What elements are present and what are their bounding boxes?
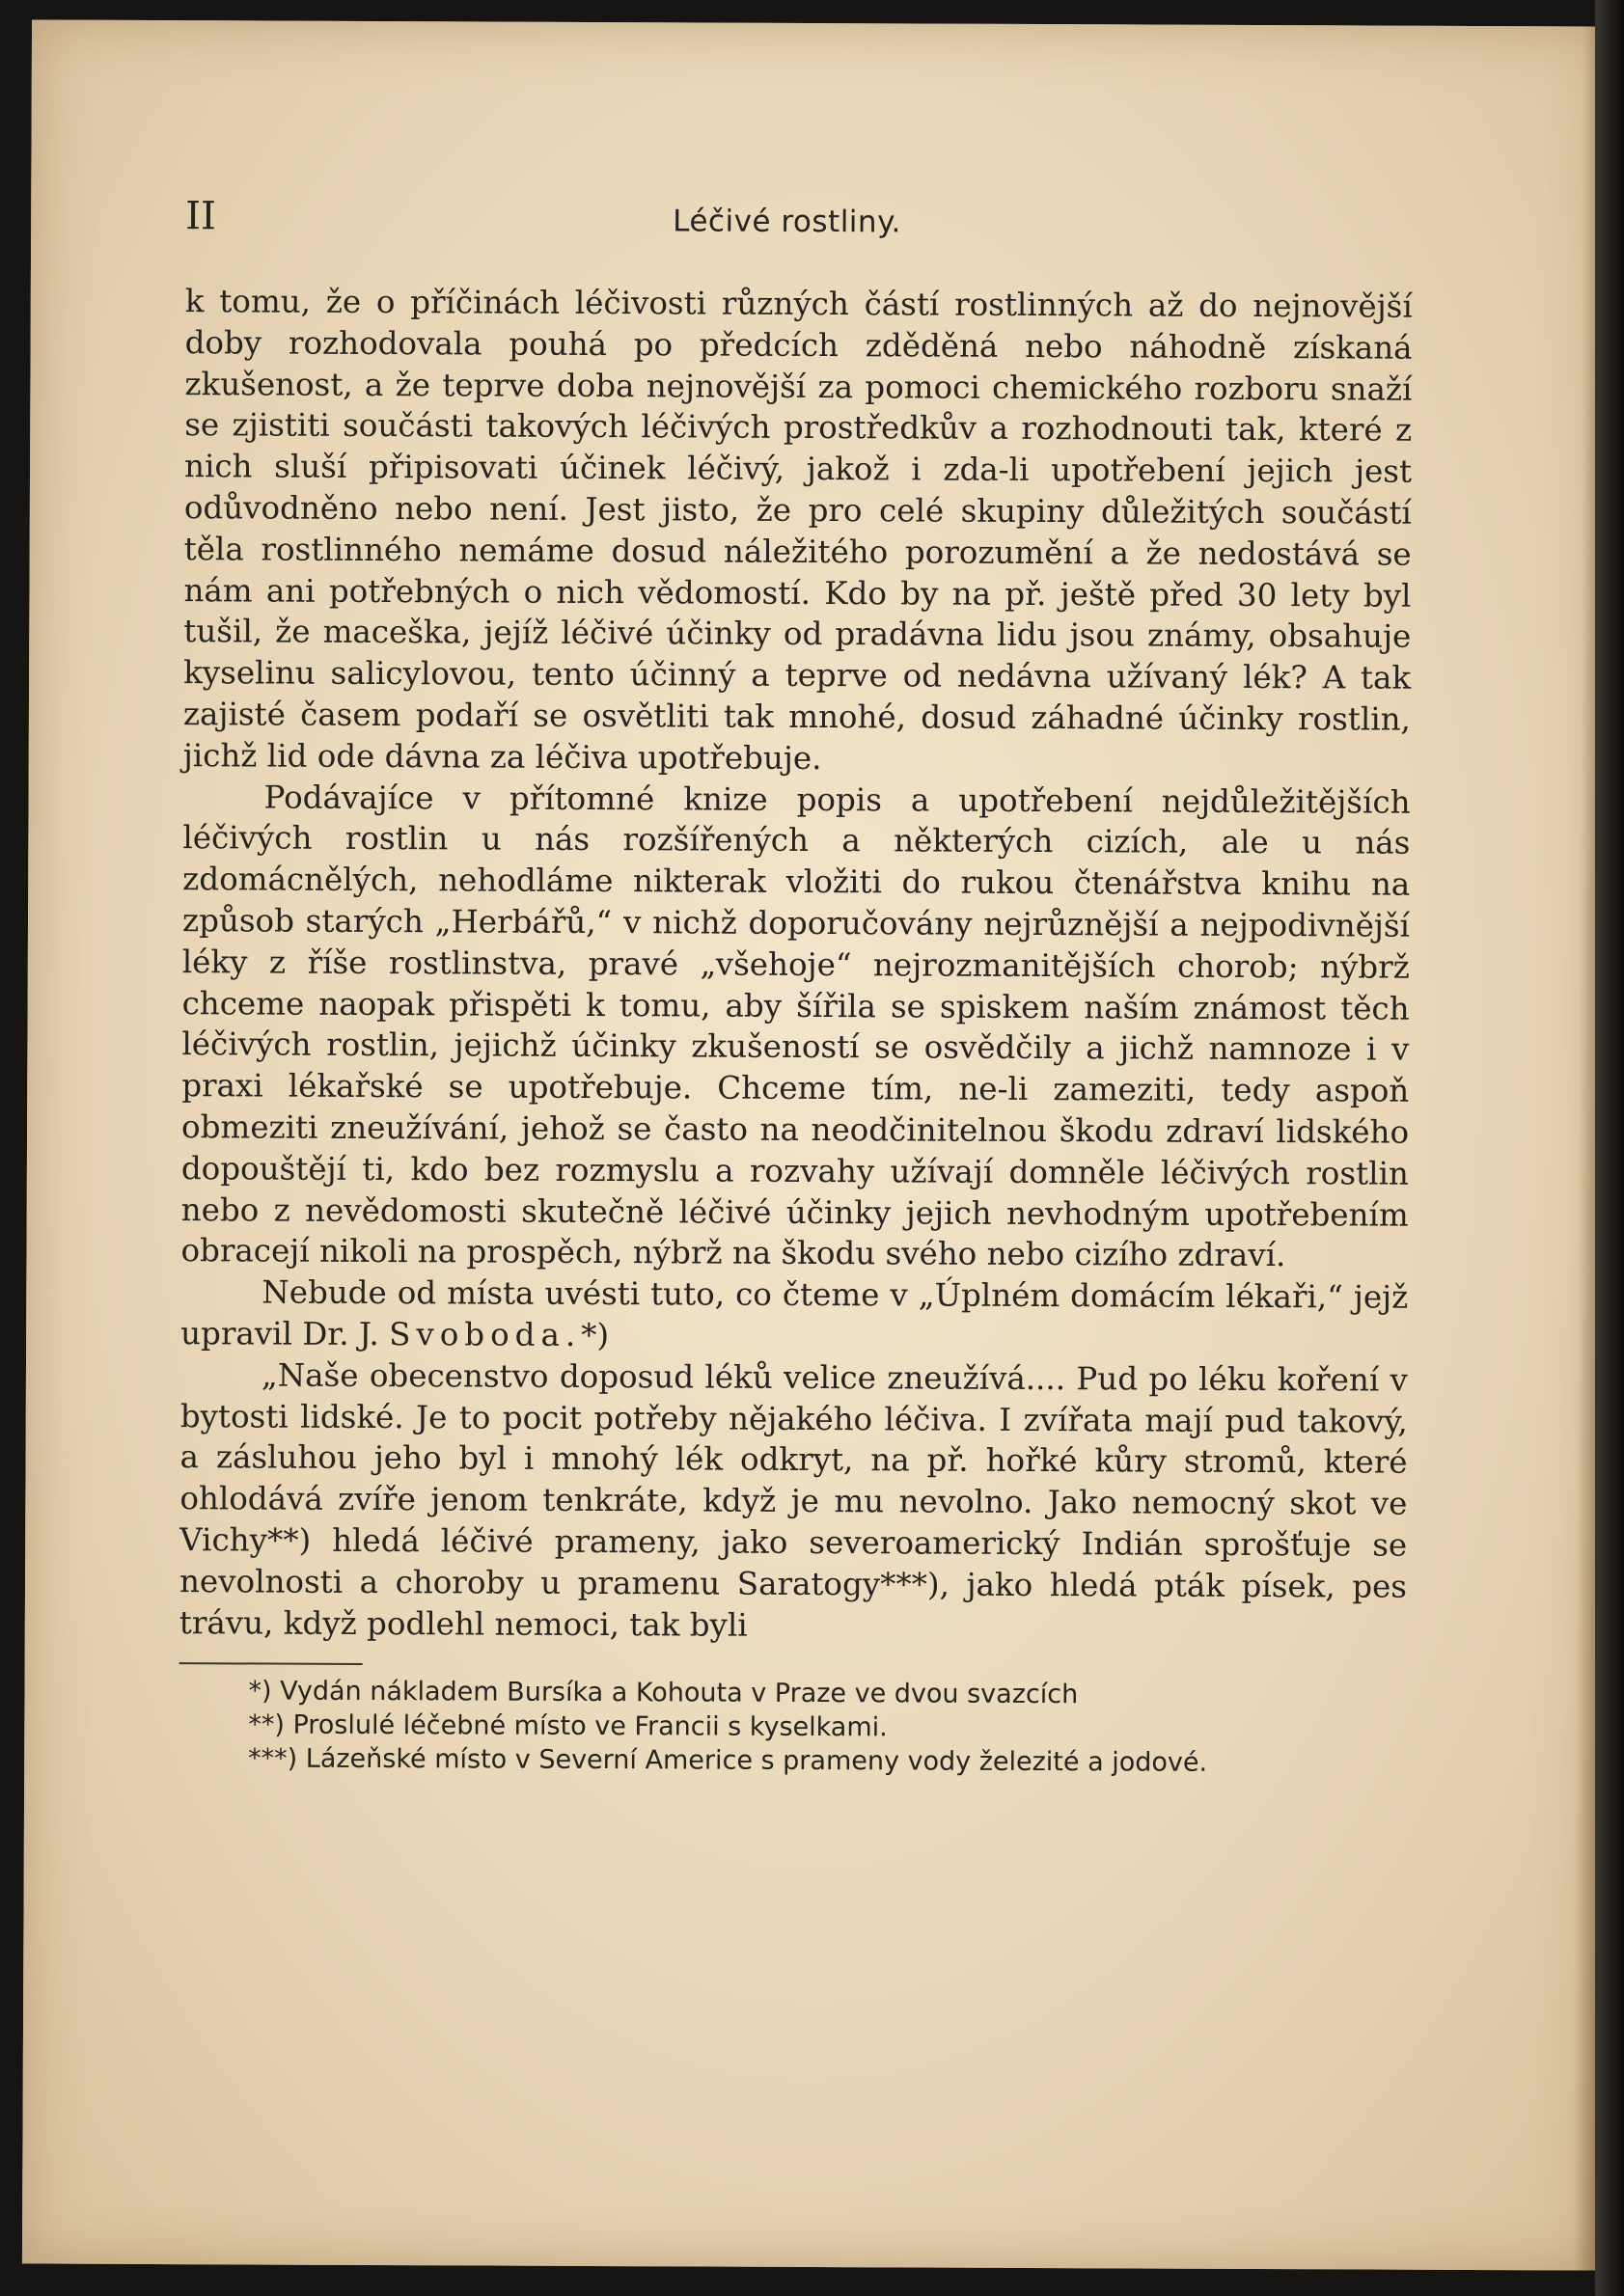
author-name: Svoboda. xyxy=(389,1316,582,1353)
footnote-2: **) Proslulé léčebné místo ve Francii s kyselkami. xyxy=(248,1709,888,1743)
paragraph-2: Podávajíce v přítomné knize popis a upotřebení nejdůležitějších léčivých rostlin u nás rozšířených a některých cizích, ale u nás zdomácnělých, nehodláme nikterak vložiti do rukou čtenářstva knihu na způsob starých „Herbářů,“ v nichž doporučovány nejrůznější a nejpodivnější léky z říše rostlinstva, pravé „všehoje“ nejrozmanitějších chorob; nýbrž chceme naopak přispěti k tomu, aby šířila se spiskem naším známost těch léčivých rostlin, jejichž účinky zkušeností se osvědčily a jichž namnoze i v praxi lékařské se upotřebuje. Chceme tím, ne-li zameziti, tedy aspoň obmeziti zneužívání, jehož se často na neodčinitelnou škodu zdraví lidského dopouštějí ti, kdo bez rozmyslu a rozvahy užívají domněle léčivých rostlin nebo z nevědomosti skutečně léčivé účinky jejich nevhodným upotřebením obracejí nikoli na prospěch, nýbrž na škodu svého nebo cizího zdraví. xyxy=(180,779,1411,1274)
running-head xyxy=(185,194,1413,258)
paragraph-1: k tomu, že o příčinách léčivosti různých částí rostlinných až do nejnovější doby rozhodovala pouhá po předcích zděděná nebo náhodně získaná zkušenost, a že teprve doba nejnovější za pomoci chemického rozboru snaží se zjistiti součásti takových léčivých prostředkův a rozhodnouti tak, které z nich sluší připisovati účinek léčivý, jakož i zda-li upotřebení jejich jest odůvodněno nebo není. Jest jisto, že pro celé skupiny důležitých součástí těla rostlinného nemáme dosud náležitého porozumění a že nedostává se nám ani potřebných o nich vědomostí. Kdo by na př. ještě před 30 lety byl tušil, že maceška, jejíž léčivé účinky od pradávna lidu jsou známy, obsahuje kyselinu salicylovou, tento účinný a teprve od nedávna užívaný lék? A tak zajisté časem podaří se osvětliti tak mnohé, dosud záhadné účinky rostlin, jichž lid ode dávna za léčiva upotřebuje. xyxy=(182,283,1413,777)
footnote-1: *) Vydán nákladem Bursíka a Kohouta v Praze ve dvou svazcích xyxy=(248,1676,1079,1710)
book-spine-edge xyxy=(1595,0,1624,2296)
footnote-marker: *) xyxy=(581,1316,610,1353)
footnote-3: ***) Lázeňské místo v Severní Americe s prameny vody železité a jodové. xyxy=(248,1743,1208,1779)
footnote-divider xyxy=(179,1662,363,1665)
running-title: Léčivé rostliny. xyxy=(673,204,901,240)
footnotes xyxy=(179,1674,1406,1781)
book-page xyxy=(22,19,1605,2270)
paragraph-3 xyxy=(180,1271,1408,1359)
paragraph-3-text: Nebude od místa uvésti tuto, co čteme v „Úplném domácím lékaři,“ jejž upravil Dr. J. xyxy=(180,1273,1409,1353)
text-block xyxy=(179,194,1413,1781)
page-number: II xyxy=(185,194,216,239)
body-text xyxy=(179,281,1413,1649)
paragraph-4-quote: „Naše obecenstvo doposud léků velice zneužívá.... Pud po léku koření v bytosti lidské. Je to pocit potřeby nějakého léčiva. I zvířata mají pud takový, a zásluhou jeho byl i mnohý lék odkryt, na př. hořké kůry stromů, které ohlodává zvíře jenom tenkráte, když je mu nevolno. Jako nemocný skot ve Vichy**) hledá léčivé prameny, jako severoamerický Indián sprošťuje se nevolnosti a choroby u pramenu Saratogy***), jako hledá pták písek, pes trávu, když podlehl nemoci, tak byli xyxy=(179,1356,1409,1644)
